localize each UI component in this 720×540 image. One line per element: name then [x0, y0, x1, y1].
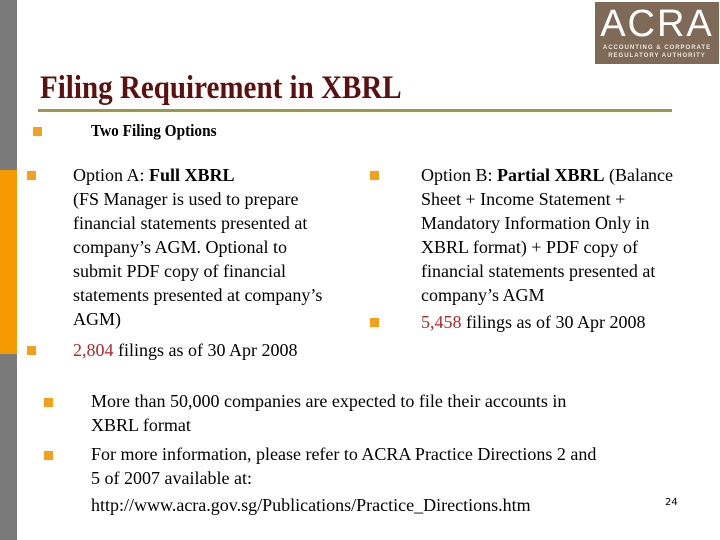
bullet-icon: [27, 171, 36, 180]
option-b-heading-rest: (Balance: [604, 165, 673, 185]
side-accent-bar: [0, 170, 17, 354]
bullet-icon: [44, 398, 53, 407]
option-b-line: XBRL format) + PDF copy of: [421, 237, 638, 257]
option-a-count-suffix: filings as of 30 Apr 2008: [113, 340, 298, 360]
option-a-heading: [73, 163, 235, 187]
slide-title: Filing Requirement in XBRL: [40, 70, 402, 106]
option-b-name: Partial XBRL: [497, 165, 605, 185]
option-b-count: 5,458: [421, 312, 462, 332]
acra-logo: [595, 2, 719, 64]
option-a-line: submit PDF copy of financial: [73, 261, 286, 281]
logo-line-2: REGULATORY AUTHORITY: [608, 53, 706, 59]
option-a-prefix: Option A:: [73, 165, 150, 185]
bottom-bullet-line: XBRL format: [91, 415, 191, 435]
logo-wordmark: ACRA: [600, 3, 714, 45]
option-b-line: company’s AGM: [421, 285, 545, 305]
practice-directions-link[interactable]: http://www.acra.gov.sg/Publications/Practice_Directions.htm: [91, 495, 531, 515]
bottom-bullet-line: 5 of 2007 available at:: [91, 468, 252, 488]
option-a-line: (FS Manager is used to prepare: [73, 189, 299, 209]
logo-line-1: ACCOUNTING & CORPORATE: [602, 45, 712, 51]
bullet-icon: [370, 318, 379, 327]
bottom-bullet-line: For more information, please refer to ACRA Practice Directions 2 and: [91, 444, 597, 464]
option-a-line: company’s AGM. Optional to: [73, 237, 287, 257]
page-number: 24: [665, 497, 678, 508]
option-a-line: statements presented at company’s: [73, 285, 323, 305]
option-a-line: AGM): [73, 309, 121, 329]
bullet-icon: [44, 451, 53, 460]
option-b-line: Sheet + Income Statement +: [421, 189, 626, 209]
option-a-line: financial statements presented at: [73, 213, 308, 233]
option-a-filings: [73, 338, 298, 362]
option-b-line: Mandatory Information Only in: [421, 213, 650, 233]
bullet-icon: [27, 346, 36, 355]
bullet-icon: [33, 127, 42, 136]
title-rule: [38, 109, 672, 112]
option-b-count-suffix: filings as of 30 Apr 2008: [461, 312, 646, 332]
bullet-icon: [370, 171, 379, 180]
option-b-filings: [421, 310, 646, 334]
option-a-count: 2,804: [73, 340, 114, 360]
option-b-heading: [421, 163, 673, 187]
option-b-prefix: Option B:: [421, 165, 498, 185]
option-b-line: financial statements presented at: [421, 261, 656, 281]
option-a-name: Full XBRL: [149, 165, 235, 185]
bottom-bullet-line: More than 50,000 companies are expected to file their accounts in: [91, 391, 567, 411]
subheading: Two Filing Options: [91, 121, 217, 140]
